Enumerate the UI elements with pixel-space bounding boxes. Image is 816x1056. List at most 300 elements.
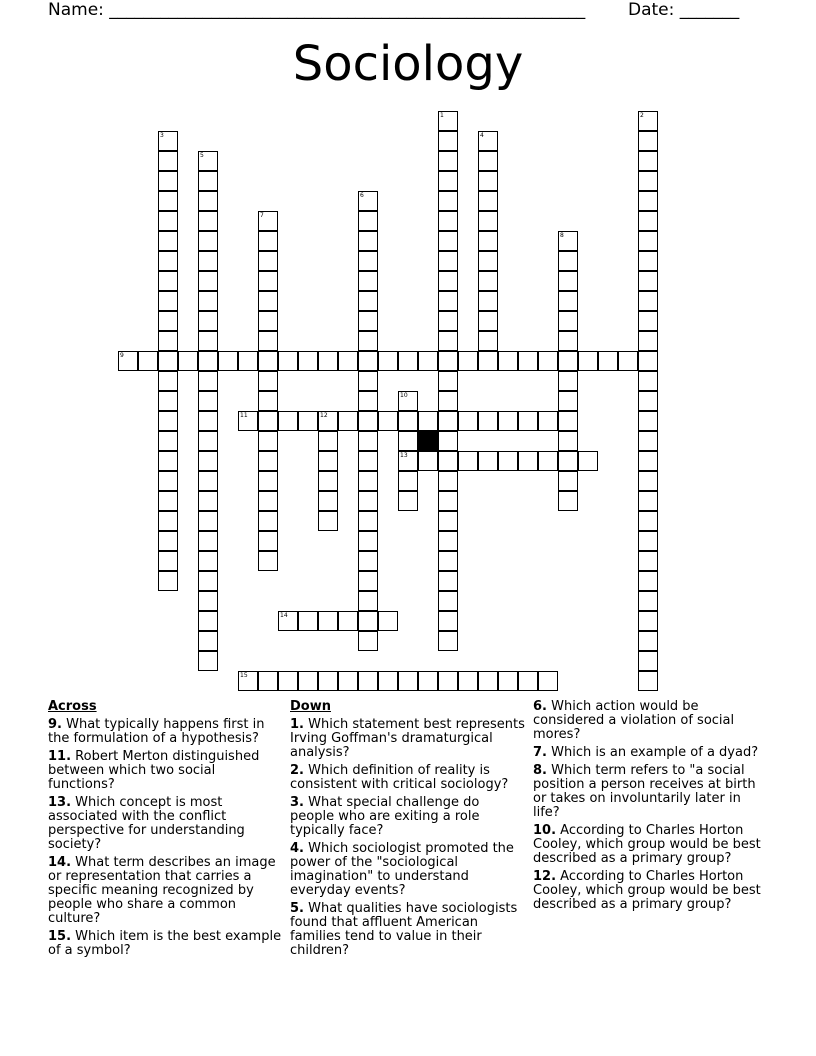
clue-item-number: 15. [48,929,72,944]
grid-cell[interactable] [258,271,278,291]
grid-cell[interactable] [198,631,218,651]
grid-cell[interactable] [478,311,498,331]
clue-item-number: 5. [290,901,304,916]
grid-cell[interactable] [558,231,578,251]
grid-cell[interactable] [198,311,218,331]
grid-cell[interactable] [558,431,578,451]
clue-item [290,764,526,792]
grid-cell[interactable] [258,211,278,231]
grid-cell[interactable] [638,611,658,631]
grid-cell[interactable] [158,571,178,591]
clue-number: 2 [640,112,644,119]
grid-cell[interactable] [518,671,538,691]
date-field-label: Date: _______ [628,0,740,20]
grid-cell[interactable] [478,211,498,231]
grid-cell[interactable] [478,351,498,371]
grid-cell[interactable] [498,671,518,691]
grid-cell[interactable] [198,251,218,271]
grid-cell[interactable] [438,271,458,291]
grid-cell[interactable] [638,311,658,331]
grid-cell[interactable] [438,391,458,411]
clue-item-text: Robert Merton distinguished between which two social functions? [48,749,260,792]
grid-cell[interactable] [358,551,378,571]
grid-cell[interactable] [458,351,478,371]
grid-cell[interactable] [198,551,218,571]
grid-cell[interactable] [558,411,578,431]
clue-item-text: Which item is the best example of a symbol? [48,929,282,958]
grid-cell[interactable] [438,591,458,611]
clue-item [533,700,769,742]
grid-cell[interactable] [258,291,278,311]
grid-cell[interactable] [638,211,658,231]
clue-item [290,718,526,760]
grid-cell[interactable] [398,411,418,431]
grid-cell[interactable] [318,611,338,631]
grid-cell[interactable] [458,671,478,691]
grid-cell[interactable] [318,411,338,431]
grid-cell[interactable] [478,451,498,471]
grid-cell[interactable] [258,671,278,691]
clue-number: 11 [240,412,248,419]
grid-cell[interactable] [358,231,378,251]
grid-cell[interactable] [198,471,218,491]
grid-cell[interactable] [158,211,178,231]
grid-cell[interactable] [358,631,378,651]
clue-number: 6 [360,192,364,199]
clue-item-number: 7. [533,745,547,760]
clue-item-text: Which term refers to "a social position a person receives at birth or takes on involuntarily later in life? [533,763,756,820]
clue-item [48,796,286,852]
grid-cell[interactable] [298,411,318,431]
grid-cell[interactable] [198,571,218,591]
grid-cell[interactable] [398,391,418,411]
grid-cell[interactable] [458,411,478,431]
clue-item-number: 14. [48,855,72,870]
grid-cell[interactable] [398,491,418,511]
clue-item [48,750,286,792]
clue-number: 3 [160,132,164,139]
clue-item [533,764,769,820]
grid-cell[interactable] [238,411,258,431]
grid-cell[interactable] [158,231,178,251]
grid-cell[interactable] [558,311,578,331]
grid-cell[interactable] [338,671,358,691]
grid-cell[interactable] [438,551,458,571]
grid-cell[interactable] [438,291,458,311]
grid-cell[interactable] [238,351,258,371]
grid-cell[interactable] [398,451,418,471]
clue-item-number: 4. [290,841,304,856]
grid-cell[interactable] [198,531,218,551]
grid-cell[interactable] [638,531,658,551]
grid-cell[interactable] [418,671,438,691]
grid-cell[interactable] [158,171,178,191]
grid-cell[interactable] [338,411,358,431]
grid-cell[interactable] [438,191,458,211]
clue-number: 15 [240,672,248,679]
grid-cell[interactable] [198,591,218,611]
clue-number: 1 [440,112,444,119]
clue-item [48,856,286,926]
grid-cell[interactable] [398,351,418,371]
grid-cell[interactable] [498,411,518,431]
grid-cell[interactable] [258,451,278,471]
grid-cell[interactable] [438,211,458,231]
clue-item-text: Which action would be considered a violation of social mores? [533,699,735,742]
grid-cell[interactable] [538,671,558,691]
grid-cell[interactable] [558,351,578,371]
grid-cell[interactable] [398,671,418,691]
grid-cell[interactable] [198,351,218,371]
grid-cell[interactable] [638,651,658,671]
grid-cell[interactable] [158,191,178,211]
clue-item [533,824,769,866]
clue-item-text: What term describes an image or representation that carries a specific meaning recognized by people who share a common culture? [48,855,276,926]
grid-cell[interactable] [518,351,538,371]
grid-cell[interactable] [438,471,458,491]
grid-cell[interactable] [638,431,658,451]
grid-cell[interactable] [158,271,178,291]
grid-cell[interactable] [118,351,138,371]
grid-cell[interactable] [258,471,278,491]
clue-item-text: According to Charles Horton Cooley, which group would be best described as a primary group? [533,823,761,866]
grid-cell[interactable] [598,351,618,371]
puzzle-title: Sociology [292,36,524,92]
clue-item-text: Which sociologist promoted the power of the "sociological imagination" to understand everyday events? [290,841,514,898]
grid-cell[interactable] [358,391,378,411]
clue-item-text: What qualities have sociologists found that affluent American families tend to value in their children? [290,901,518,958]
grid-cell[interactable] [338,611,358,631]
grid-cell[interactable] [638,411,658,431]
black-cell [418,431,438,451]
clue-number: 5 [200,152,204,159]
grid-cell[interactable] [158,411,178,431]
down-clues-column-1 [290,700,526,962]
grid-cell[interactable] [638,491,658,511]
grid-cell[interactable] [318,351,338,371]
grid-cell[interactable] [638,671,658,691]
clue-number: 4 [480,132,484,139]
grid-cell[interactable] [258,411,278,431]
grid-cell[interactable] [158,351,178,371]
grid-cell[interactable] [418,451,438,471]
grid-cell[interactable] [218,351,238,371]
grid-cell[interactable] [438,111,458,131]
grid-cell[interactable] [558,371,578,391]
grid-cell[interactable] [358,291,378,311]
grid-cell[interactable] [258,331,278,351]
grid-cell[interactable] [398,431,418,451]
clue-item-number: 3. [290,795,304,810]
grid-cell[interactable] [298,351,318,371]
grid-cell[interactable] [158,451,178,471]
grid-cell[interactable] [358,411,378,431]
grid-cell[interactable] [638,451,658,471]
grid-cell[interactable] [198,191,218,211]
grid-cell[interactable] [438,611,458,631]
grid-cell[interactable] [438,411,458,431]
grid-cell[interactable] [638,111,658,131]
grid-cell[interactable] [258,311,278,331]
grid-cell[interactable] [578,451,598,471]
grid-cell[interactable] [438,631,458,651]
grid-cell[interactable] [358,191,378,211]
clue-item-text: What special challenge do people who are exiting a role typically face? [290,795,480,838]
grid-cell[interactable] [198,651,218,671]
grid-cell[interactable] [438,371,458,391]
grid-cell[interactable] [158,251,178,271]
grid-cell[interactable] [438,311,458,331]
grid-cell[interactable] [438,671,458,691]
clue-item-text: What typically happens first in the formulation of a hypothesis? [48,717,265,746]
grid-cell[interactable] [378,671,398,691]
grid-cell[interactable] [378,351,398,371]
grid-cell[interactable] [158,131,178,151]
clue-item-text: According to Charles Horton Cooley, which group would be best described as a primary group? [533,869,761,912]
grid-cell[interactable] [478,331,498,351]
grid-cell[interactable] [318,431,338,451]
grid-cell[interactable] [198,271,218,291]
grid-cell[interactable] [318,471,338,491]
grid-cell[interactable] [278,611,298,631]
grid-cell[interactable] [258,511,278,531]
grid-cell[interactable] [638,151,658,171]
grid-cell[interactable] [318,491,338,511]
grid-cell[interactable] [478,171,498,191]
grid-cell[interactable] [438,171,458,191]
grid-cell[interactable] [438,251,458,271]
grid-cell[interactable] [158,371,178,391]
grid-cell[interactable] [278,671,298,691]
grid-cell[interactable] [158,151,178,171]
down-clues-column-2 [533,700,769,916]
grid-cell[interactable] [198,331,218,351]
grid-cell[interactable] [518,451,538,471]
grid-cell[interactable] [338,351,358,371]
clue-item-number: 9. [48,717,62,732]
grid-cell[interactable] [638,511,658,531]
grid-cell[interactable] [498,351,518,371]
grid-cell[interactable] [278,351,298,371]
grid-cell[interactable] [258,391,278,411]
grid-cell[interactable] [278,411,298,431]
grid-cell[interactable] [538,411,558,431]
grid-cell[interactable] [618,351,638,371]
grid-cell[interactable] [158,471,178,491]
grid-cell[interactable] [438,571,458,591]
grid-cell[interactable] [198,371,218,391]
grid-cell[interactable] [258,491,278,511]
grid-cell[interactable] [158,431,178,451]
clue-item-text: Which statement best represents Irving Goffman's dramaturgical analysis? [290,717,525,760]
grid-cell[interactable] [198,491,218,511]
grid-cell[interactable] [558,291,578,311]
grid-cell[interactable] [478,671,498,691]
grid-cell[interactable] [638,471,658,491]
grid-cell[interactable] [198,291,218,311]
across-clues [48,700,286,962]
grid-cell[interactable] [198,171,218,191]
grid-cell[interactable] [258,431,278,451]
grid-cell[interactable] [358,251,378,271]
grid-cell[interactable] [198,431,218,451]
grid-cell[interactable] [318,671,338,691]
grid-cell[interactable] [378,411,398,431]
grid-cell[interactable] [158,511,178,531]
clue-number: 10 [400,392,408,399]
grid-cell[interactable] [478,191,498,211]
grid-cell[interactable] [258,371,278,391]
grid-cell[interactable] [298,611,318,631]
grid-cell[interactable] [418,351,438,371]
grid-cell[interactable] [458,451,478,471]
grid-cell[interactable] [378,611,398,631]
grid-cell[interactable] [358,611,378,631]
grid-cell[interactable] [178,351,198,371]
clue-item [48,718,286,746]
grid-cell[interactable] [358,451,378,471]
grid-cell[interactable] [258,551,278,571]
grid-cell[interactable] [358,211,378,231]
grid-cell[interactable] [438,231,458,251]
grid-cell[interactable] [638,571,658,591]
across-heading: Across [48,699,97,714]
grid-cell[interactable] [198,151,218,171]
grid-cell[interactable] [578,351,598,371]
grid-cell[interactable] [478,291,498,311]
grid-cell[interactable] [318,451,338,471]
grid-cell[interactable] [398,471,418,491]
grid-cell[interactable] [198,231,218,251]
grid-cell[interactable] [638,331,658,351]
grid-cell[interactable] [198,211,218,231]
grid-cell[interactable] [638,231,658,251]
grid-cell[interactable] [198,511,218,531]
grid-cell[interactable] [538,351,558,371]
grid-cell[interactable] [518,411,538,431]
grid-cell[interactable] [358,271,378,291]
grid-cell[interactable] [238,671,258,691]
grid-cell[interactable] [498,451,518,471]
grid-cell[interactable] [638,191,658,211]
grid-cell[interactable] [478,411,498,431]
grid-cell[interactable] [358,511,378,531]
grid-cell[interactable] [638,291,658,311]
grid-cell[interactable] [158,331,178,351]
grid-cell[interactable] [638,271,658,291]
grid-cell[interactable] [358,351,378,371]
grid-cell[interactable] [258,351,278,371]
grid-cell[interactable] [638,351,658,371]
grid-cell[interactable] [158,391,178,411]
grid-cell[interactable] [538,451,558,471]
grid-cell[interactable] [638,171,658,191]
clue-item-number: 10. [533,823,557,838]
grid-cell[interactable] [438,431,458,451]
grid-cell[interactable] [318,511,338,531]
grid-cell[interactable] [438,131,458,151]
grid-cell[interactable] [258,531,278,551]
clue-item [290,902,526,958]
grid-cell[interactable] [358,311,378,331]
grid-cell[interactable] [438,491,458,511]
grid-cell[interactable] [358,491,378,511]
grid-cell[interactable] [638,371,658,391]
grid-cell[interactable] [198,411,218,431]
grid-cell[interactable] [478,271,498,291]
grid-cell[interactable] [158,531,178,551]
grid-cell[interactable] [558,391,578,411]
clue-item-number: 1. [290,717,304,732]
clue-item-number: 13. [48,795,72,810]
clue-item-text: Which is an example of a dyad? [546,745,759,760]
grid-cell[interactable] [298,671,318,691]
grid-cell[interactable] [558,331,578,351]
grid-cell[interactable] [358,671,378,691]
grid-cell[interactable] [418,411,438,431]
grid-cell[interactable] [558,451,578,471]
clue-item-number: 8. [533,763,547,778]
grid-cell[interactable] [638,551,658,571]
grid-cell[interactable] [438,151,458,171]
clue-number: 7 [260,212,264,219]
grid-cell[interactable] [478,151,498,171]
grid-cell[interactable] [438,351,458,371]
grid-cell[interactable] [158,551,178,571]
clue-item-text: Which concept is most associated with the conflict perspective for understanding society? [48,795,245,852]
grid-cell[interactable] [558,251,578,271]
grid-cell[interactable] [438,531,458,551]
grid-cell[interactable] [438,511,458,531]
grid-cell[interactable] [558,271,578,291]
grid-cell[interactable] [358,331,378,351]
grid-cell[interactable] [358,371,378,391]
clue-number: 12 [320,412,328,419]
grid-cell[interactable] [638,251,658,271]
grid-cell[interactable] [358,471,378,491]
grid-cell[interactable] [638,591,658,611]
clue-item-text: Which definition of reality is consistent with critical sociology? [290,763,509,792]
grid-cell[interactable] [478,251,498,271]
grid-cell[interactable] [138,351,158,371]
clue-item-number: 11. [48,749,72,764]
grid-cell[interactable] [258,231,278,251]
grid-cell[interactable] [258,251,278,271]
grid-cell[interactable] [358,431,378,451]
clue-item [290,842,526,898]
grid-cell[interactable] [358,531,378,551]
grid-cell[interactable] [558,491,578,511]
grid-cell[interactable] [358,571,378,591]
grid-cell[interactable] [638,391,658,411]
grid-cell[interactable] [638,131,658,151]
down-heading: Down [290,699,331,714]
grid-cell[interactable] [158,491,178,511]
grid-cell[interactable] [478,231,498,251]
grid-cell[interactable] [198,451,218,471]
grid-cell[interactable] [478,131,498,151]
grid-cell[interactable] [638,631,658,651]
grid-cell[interactable] [198,391,218,411]
grid-cell[interactable] [438,451,458,471]
grid-cell[interactable] [358,591,378,611]
grid-cell[interactable] [158,291,178,311]
grid-cell[interactable] [158,311,178,331]
grid-cell[interactable] [198,611,218,631]
name-field-label: Name: ________________________________________________________ [48,0,586,20]
grid-cell[interactable] [438,331,458,351]
grid-cell[interactable] [558,471,578,491]
